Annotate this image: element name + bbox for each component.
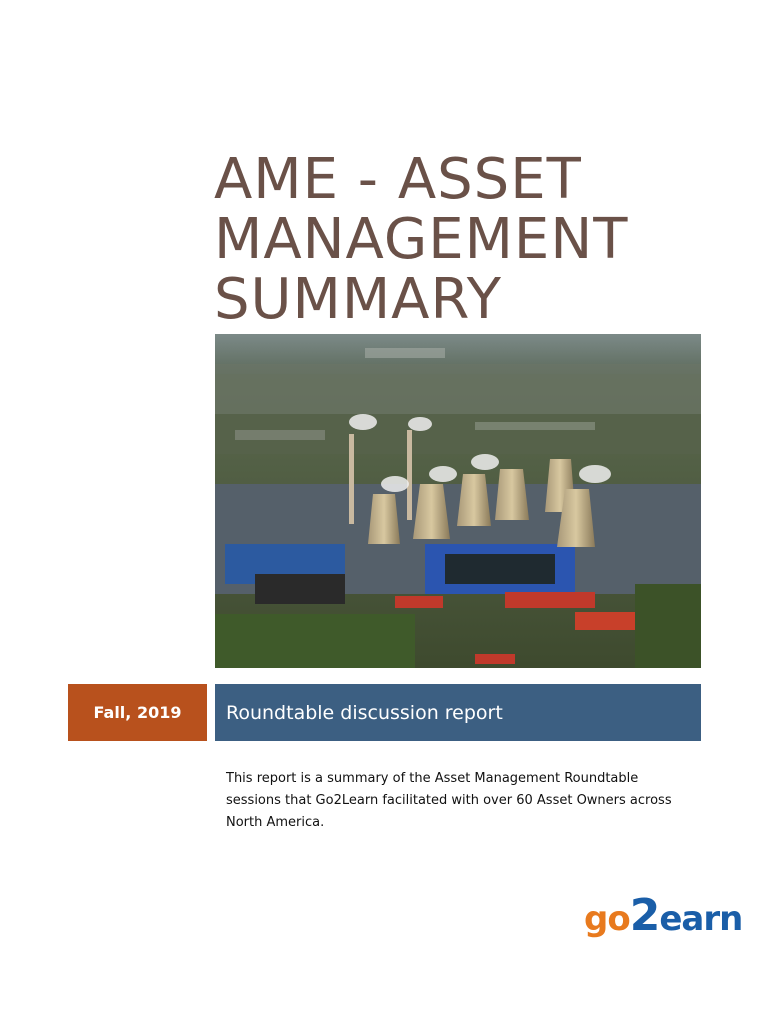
logo-part-2: 2	[629, 890, 660, 941]
logo-part-go: go	[584, 899, 630, 939]
logo-part-earn: earn	[659, 899, 743, 939]
title-line-3: SUMMARY	[214, 267, 503, 332]
date-badge: Fall, 2019	[68, 684, 207, 741]
summary-paragraph: This report is a summary of the Asset Management Roundtable sessions that Go2Learn facilitated with over 60 Asset Owners across North America.	[226, 771, 672, 830]
title-line-2: MANAGEMENT	[214, 207, 629, 272]
title-line-1: AME - ASSET	[214, 147, 582, 212]
power-plant-photo	[215, 334, 701, 668]
report-subtitle: Roundtable discussion report	[215, 684, 701, 741]
go2learn-logo	[580, 882, 743, 941]
report-title	[214, 147, 714, 332]
